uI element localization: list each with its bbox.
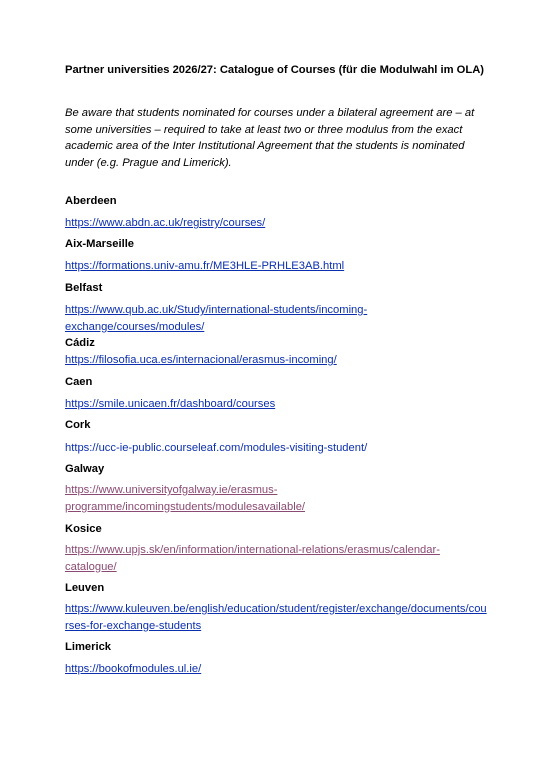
university-name-belfast: Belfast xyxy=(65,282,103,294)
university-name-cork: Cork xyxy=(65,419,91,431)
course-link-caen[interactable] xyxy=(65,396,275,413)
university-name-galway: Galway xyxy=(65,463,105,475)
link-line: https://bookofmodules.ul.ie/ xyxy=(65,663,202,675)
course-link-kosice[interactable] xyxy=(65,542,440,575)
link-line: programme/incomingstudents/modulesavailable/ xyxy=(65,500,306,513)
course-link-belfast[interactable] xyxy=(65,302,367,335)
link-line: catalogue/ xyxy=(65,560,117,573)
university-name-caen: Caen xyxy=(65,376,93,388)
link-line: https://formations.univ-amu.fr/ME3HLE-PRHLE3AB.html xyxy=(65,260,345,272)
link-line: rses-for-exchange-students xyxy=(65,619,202,632)
page-title: Partner universities 2026/27: Catalogue of Courses (für die Modulwahl im OLA) xyxy=(65,64,485,76)
course-link-leuven[interactable] xyxy=(65,601,487,634)
link-line: https://www.universityofgalway.ie/erasmus- xyxy=(65,484,278,496)
university-name-aix-marseille: Aix-Marseille xyxy=(65,238,135,250)
link-line: https://filosofia.uca.es/internacional/erasmus-incoming/ xyxy=(65,354,337,366)
course-link-cadiz[interactable] xyxy=(65,352,337,369)
university-name-limerick: Limerick xyxy=(65,641,112,653)
intro-line: under (e.g. Prague and Limerick). xyxy=(65,156,232,169)
link-line: https://smile.unicaen.fr/dashboard/courses xyxy=(65,398,276,410)
course-link-aix-marseille[interactable] xyxy=(65,258,344,275)
link-line: https://www.upjs.sk/en/information/international-relations/erasmus/calendar- xyxy=(65,544,440,556)
link-line: https://www.kuleuven.be/english/education/student/register/exchange/documents/cou xyxy=(65,603,487,615)
link-line: https://www.qub.ac.uk/Study/international-students/incoming- xyxy=(65,304,368,316)
course-link-limerick[interactable] xyxy=(65,661,201,678)
university-name-cadiz: Cádiz xyxy=(65,337,95,349)
intro-line: Be aware that students nominated for courses under a bilateral agreement are – at xyxy=(65,107,475,119)
intro-paragraph xyxy=(65,105,480,171)
link-line: https://ucc-ie-public.courseleaf.com/modules-visiting-student/ xyxy=(65,442,368,454)
university-name-leuven: Leuven xyxy=(65,582,105,594)
university-name-kosice: Kosice xyxy=(65,523,102,535)
course-link-cork[interactable] xyxy=(65,440,367,457)
link-line: https://www.abdn.ac.uk/registry/courses/ xyxy=(65,217,266,229)
link-line: exchange/courses/modules/ xyxy=(65,320,205,333)
university-name-aberdeen: Aberdeen xyxy=(65,195,117,207)
course-link-galway[interactable] xyxy=(65,482,305,515)
intro-line: academic area of the Inter Institutional Agreement that the students is nominated xyxy=(65,140,465,152)
intro-line: some universities – required to take at least two or three modulus from the exact xyxy=(65,123,463,136)
course-link-aberdeen[interactable] xyxy=(65,215,265,232)
